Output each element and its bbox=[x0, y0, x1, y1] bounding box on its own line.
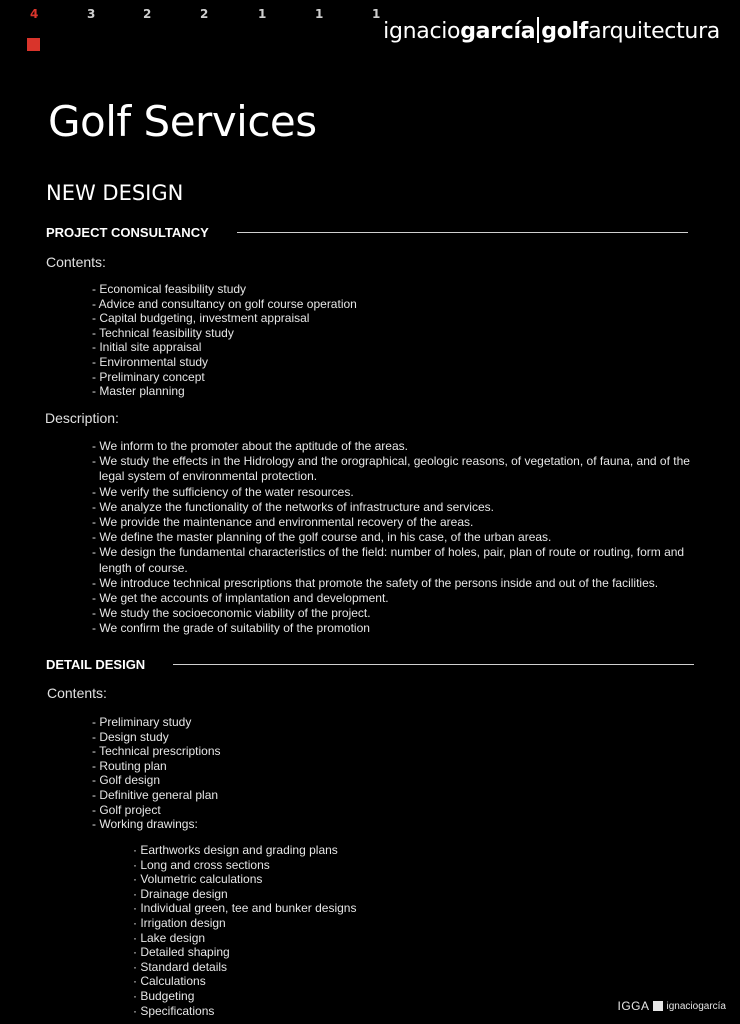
list-item: - Economical feasibility study bbox=[92, 282, 247, 296]
list-item: · Drainage design bbox=[133, 886, 228, 901]
page-title: Golf Services bbox=[48, 97, 317, 146]
list-item: - Advice and consultancy on golf course operation bbox=[92, 296, 357, 311]
list-item: · Individual green, tee and bunker designs bbox=[133, 901, 357, 916]
list-item: · Irrigation design bbox=[133, 915, 226, 930]
list-item: - Golf design bbox=[92, 773, 161, 788]
section-heading-detail-design: DETAIL DESIGN bbox=[46, 657, 694, 672]
working-drawings-list bbox=[133, 843, 356, 1018]
page-link-7[interactable]: 1 bbox=[372, 7, 381, 21]
list-item: · Volumetric calculations bbox=[133, 872, 263, 887]
detail-design-contents-list bbox=[92, 715, 221, 832]
list-item: - Initial site appraisal bbox=[92, 340, 202, 355]
list-item: - Working drawings: bbox=[92, 817, 198, 832]
list-item: - We verify the sufficiency of the water resources. bbox=[92, 484, 354, 499]
list-item: - We analyze the functionality of the networks of infrastructure and services. bbox=[92, 499, 494, 514]
list-item: - We study the effects in the Hidrology and the orographical, geologic reasons, of vegetation, of fauna, and of the legal system of environmental protection. bbox=[92, 454, 690, 484]
list-item: · Specifications bbox=[133, 1003, 215, 1018]
list-item: - Preliminary concept bbox=[92, 369, 205, 384]
section-divider bbox=[237, 232, 688, 233]
list-item: · Earthworks design and grading plans bbox=[133, 843, 338, 857]
list-item: · Standard details bbox=[133, 959, 228, 974]
list-item: - We define the master planning of the golf course and, in his case, of the urban areas. bbox=[92, 530, 552, 545]
page-link-1[interactable]: 4 bbox=[30, 7, 39, 21]
page-link-3[interactable]: 2 bbox=[143, 7, 152, 21]
brand-logo: ignaciogarcía golfarquitectura bbox=[383, 19, 720, 44]
contents-label: Contents: bbox=[46, 254, 106, 270]
footer-logo: IGGA ignaciogarcía bbox=[617, 999, 726, 1013]
current-page-marker bbox=[27, 38, 40, 51]
list-item: - Preliminary study bbox=[92, 715, 192, 729]
list-item: - Technical prescriptions bbox=[92, 744, 221, 759]
section-heading-project-consultancy: PROJECT CONSULTANCY bbox=[46, 225, 688, 240]
list-item: - Capital budgeting, investment appraisal bbox=[92, 311, 310, 326]
list-item: - Definitive general plan bbox=[92, 787, 219, 802]
project-consultancy-contents-list bbox=[92, 282, 357, 399]
list-item: - Technical feasibility study bbox=[92, 325, 234, 340]
project-consultancy-description-list bbox=[92, 439, 712, 637]
section-divider bbox=[173, 664, 694, 665]
list-item: - Golf project bbox=[92, 802, 161, 817]
list-item: - We inform to the promoter about the aptitude of the areas. bbox=[92, 439, 408, 453]
list-item: · Lake design bbox=[133, 930, 206, 945]
description-label: Description: bbox=[45, 410, 119, 426]
list-item: · Long and cross sections bbox=[133, 857, 270, 872]
list-item: · Budgeting bbox=[133, 988, 195, 1003]
list-item: - Environmental study bbox=[92, 354, 209, 369]
list-item: - We confirm the grade of suitability of the promotion bbox=[92, 621, 370, 636]
page-link-5[interactable]: 1 bbox=[258, 7, 267, 21]
list-item: - Design study bbox=[92, 729, 169, 744]
square-icon bbox=[653, 1001, 663, 1011]
list-item: - We provide the maintenance and environmental recovery of the areas. bbox=[92, 515, 474, 530]
contents-label: Contents: bbox=[47, 685, 107, 701]
list-item: - Routing plan bbox=[92, 758, 167, 773]
page-link-6[interactable]: 1 bbox=[315, 7, 324, 21]
list-item: · Calculations bbox=[133, 974, 206, 989]
page-link-4[interactable]: 2 bbox=[200, 7, 209, 21]
list-item: - We design the fundamental characteristics of the field: number of holes, pair, plan of route or routing, form and length of course. bbox=[92, 545, 685, 575]
list-item: - We get the accounts of implantation and development. bbox=[92, 591, 389, 606]
list-item: - We introduce technical prescriptions that promote the safety of the persons inside and out of the facilities. bbox=[92, 575, 659, 590]
list-item: - We study the socioeconomic viability of the project. bbox=[92, 606, 371, 621]
page-subtitle: NEW DESIGN bbox=[46, 181, 184, 205]
page-link-2[interactable]: 3 bbox=[87, 7, 96, 21]
list-item: - Master planning bbox=[92, 384, 185, 399]
list-item: · Detailed shaping bbox=[133, 945, 230, 960]
